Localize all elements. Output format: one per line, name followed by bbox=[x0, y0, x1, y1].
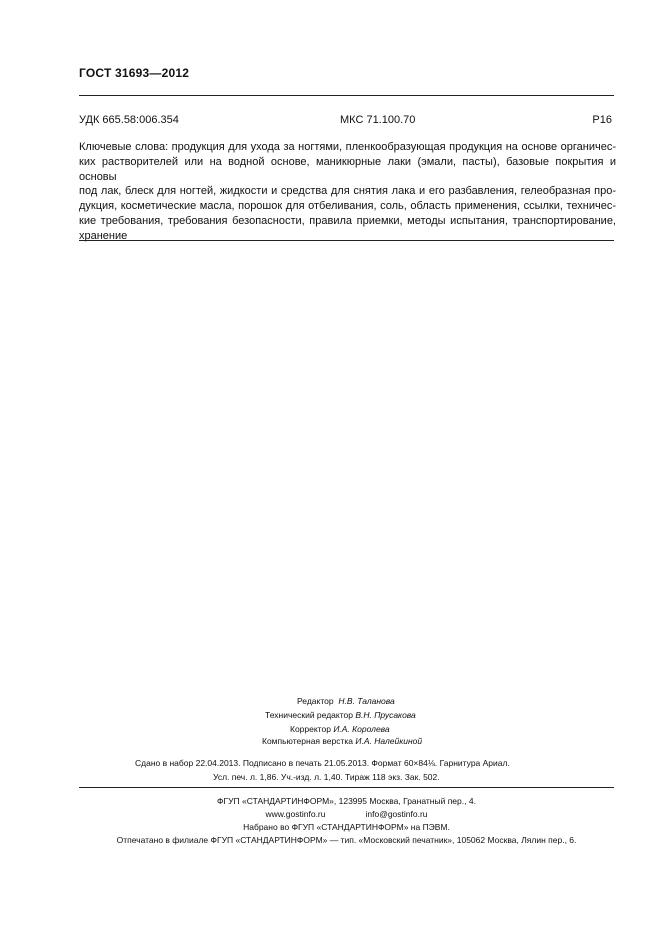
mks-code: МКС 71.100.70 bbox=[340, 114, 416, 126]
keywords-line: ких растворителей или на водной основе, маникюрные лаки (эмали, пасты), базовые покрытия и основы bbox=[79, 155, 616, 183]
credit-corrector bbox=[290, 724, 390, 736]
credit-editor bbox=[297, 696, 395, 708]
publisher-address: ФГУП «СТАНДАРТИНФОРМ», 123995 Москва, Гранатный пер., 4. bbox=[217, 796, 476, 806]
keywords-line: кие требования, требования безопасности, правила приемки, методы испытания, транспортирование, bbox=[79, 214, 616, 227]
classification-row bbox=[79, 114, 614, 128]
imprint-divider bbox=[79, 787, 614, 788]
credit-name: В.Н. Прусакова bbox=[355, 710, 416, 720]
credit-role: Корректор bbox=[290, 724, 331, 734]
header-divider bbox=[79, 95, 614, 96]
credit-name: И.А. Королева bbox=[333, 724, 390, 734]
imprint-line: Усл. печ. л. 1,86. Уч.-изд. л. 1,40. Тираж 118 экз. Зак. 502. bbox=[213, 772, 440, 782]
publisher-printed: Отпечатано в филиале ФГУП «СТАНДАРТИНФОРМ» — тип. «Московский печатник», 105062 Москва, Лялин пер., 6. bbox=[116, 835, 577, 845]
credit-tech-editor bbox=[265, 710, 416, 722]
keywords-line: под лак, блеск для ногтей, жидкости и средства для снятия лака и его разбавления, гелеобразная про- bbox=[79, 185, 616, 198]
udk-code: УДК 665.58:006.354 bbox=[79, 114, 179, 126]
publisher-typeset: Набрано во ФГУП «СТАНДАРТИНФОРМ» на ПЭВМ. bbox=[243, 822, 450, 832]
keywords-line: Ключевые слова: продукция для ухода за ногтями, пленкообразующая продукция на основе органичес- bbox=[79, 141, 616, 153]
category-code: Р16 bbox=[592, 114, 612, 126]
keywords-line: хранение bbox=[79, 229, 128, 242]
publisher-website: www.gostinfo.ru bbox=[265, 809, 326, 819]
credit-role: Редактор bbox=[297, 696, 334, 706]
keywords-divider bbox=[79, 240, 614, 241]
credit-name: И.А. Налейкиной bbox=[355, 736, 423, 746]
credit-name: Н.В. Таланова bbox=[338, 696, 395, 706]
credit-role: Компьютерная верстка bbox=[262, 736, 354, 746]
keywords-paragraph bbox=[79, 140, 616, 244]
publisher-email: info@gostinfo.ru bbox=[365, 809, 428, 819]
credit-layout bbox=[262, 736, 422, 748]
publisher-contacts bbox=[79, 809, 614, 819]
imprint-line: Сдано в набор 22.04.2013. Подписано в печать 21.05.2013. Формат 60×84⅛. Гарнитура Ариал. bbox=[135, 758, 510, 768]
keywords-line: дукция, косметические масла, порошок для отбеливания, соль, область применения, ссылки, техничес- bbox=[79, 200, 616, 213]
credit-role: Технический редактор bbox=[265, 710, 353, 720]
document-title: ГОСТ 31693—2012 bbox=[79, 66, 190, 80]
